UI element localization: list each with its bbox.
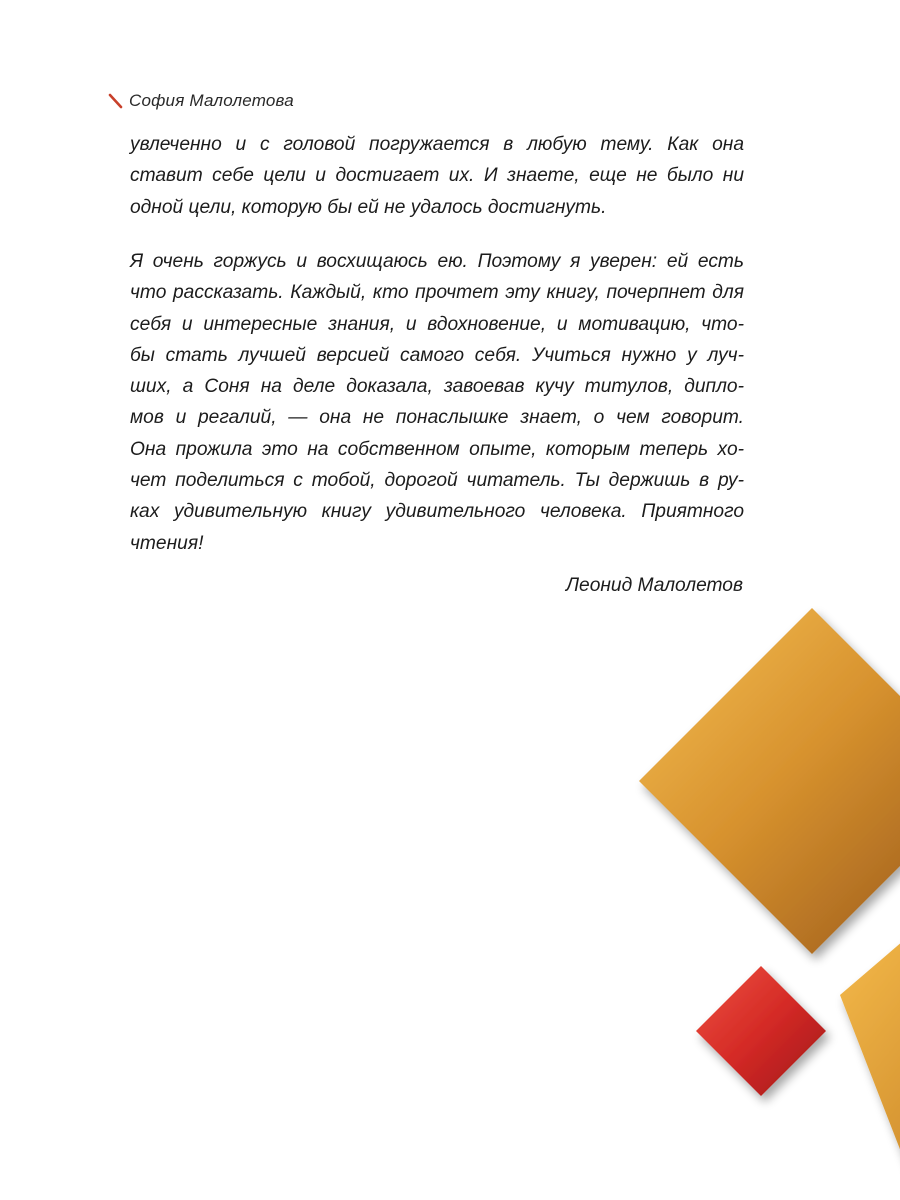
signature: Леонид Малолетов (565, 575, 743, 596)
text-line: чтения! (130, 532, 204, 554)
red-diamond (696, 966, 826, 1096)
text-line: себя и интересные знания, и вдохновение, и мотивацию, что- (130, 313, 744, 335)
text-line: ших, а Соня на деле доказала, завоевав кучу титулов, дипло- (130, 376, 744, 398)
text-line: одной цели, которую бы ей не удалось достигнуть. (130, 196, 607, 218)
text-line: бы стать лучшей версией самого себя. Учиться нужно у луч- (130, 344, 744, 366)
paragraph-1 (130, 129, 744, 223)
header-slash-icon (108, 92, 123, 110)
text-line: увлеченно и с головой погружается в любую тему. Как она (130, 134, 744, 155)
text-line: чет поделиться с тобой, дорогой читатель. Ты держишь в ру- (130, 470, 744, 492)
text-line: Я очень горжусь и восхищаюсь ею. Поэтому я уверен: ей есть (130, 251, 744, 272)
text-line: что рассказать. Каждый, кто прочтет эту книгу, почерпнет для (130, 282, 744, 304)
large-gold-diamond (639, 608, 900, 954)
paragraph-2 (130, 246, 744, 559)
text-line: ках удивительную книгу удивительного человека. Приятного (130, 501, 744, 523)
running-header (108, 91, 294, 111)
text-line: ставит себе цели и достигает их. И знаете, еще не было ни (130, 165, 744, 187)
small-gold-diamond (840, 935, 900, 1175)
author-name: София Малолетова (129, 91, 294, 110)
text-line: Она прожила это на собственном опыте, которым теперь хо- (130, 438, 744, 460)
text-line: мов и регалий, — она не понаслышке знает, о чем говорит. (130, 407, 744, 429)
